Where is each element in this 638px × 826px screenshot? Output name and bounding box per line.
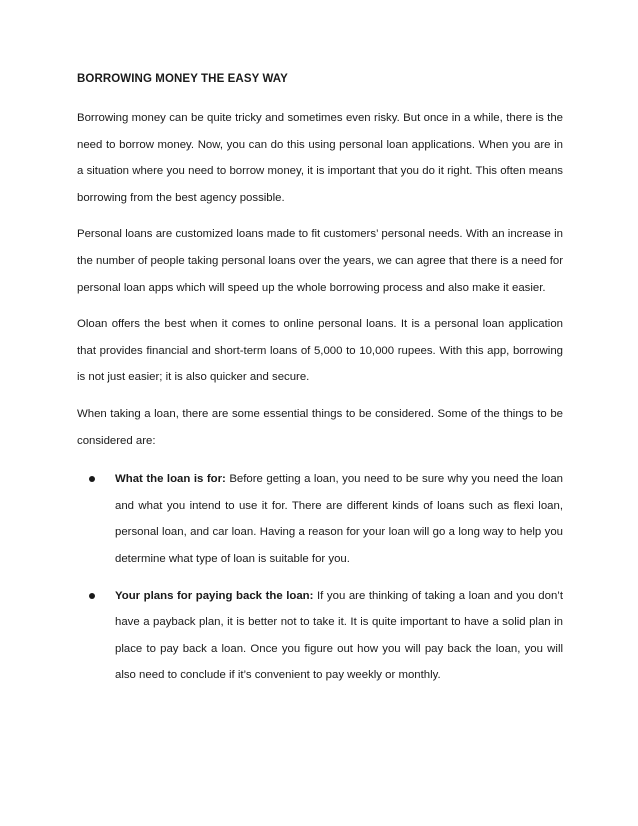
bullet-icon	[89, 476, 95, 482]
document-body	[77, 71, 563, 699]
paragraph-personal-loans: Personal loans are customized loans made to fit customers’ personal needs. With an increase in the number of people taking personal loans over the years, we can agree that there is a need for personal loan apps which will speed up the whole borrowing process and also make it easier.	[77, 228, 563, 294]
paragraph-oloan: Oloan offers the best when it comes to online personal loans. It is a personal loan application that provides financial and short-term loans of 5,000 to 10,000 rupees. With this app, borrowing is not just easier; it is also quicker and secure.	[77, 318, 563, 384]
list-item	[77, 466, 563, 572]
list-item	[77, 583, 563, 689]
bullet-heading: What the loan is for:	[115, 473, 226, 486]
considerations-list	[77, 466, 563, 689]
bullet-text: If you are thinking of taking a loan and you don’t have a payback plan, it is better not to take it. It is quite important to have a solid plan in place to pay back a loan. Once you figure out how you will pay back the loan, you will also need to conclude if it’s convenient to pay weekly or monthly.	[115, 589, 563, 682]
paragraph-intro: Borrowing money can be quite tricky and sometimes even risky. But once in a while, there is the need to borrow money. Now, you can do this using personal loan applications. When you are in a situation where you need to borrow money, it is important that you do it right. This often means borrowing from the best agency possible.	[77, 112, 563, 204]
bullet-heading: Your plans for paying back the loan:	[115, 589, 314, 602]
bullet-icon	[89, 593, 95, 599]
document-title: BORROWING MONEY THE EASY WAY	[77, 73, 288, 85]
paragraph-considerations: When taking a loan, there are some essential things to be considered. Some of the things to be considered are:	[77, 407, 563, 447]
bullet-text: Before getting a loan, you need to be sure why you need the loan and what you intend to use it for. There are different kinds of loans such as flexi loan, personal loan, and car loan. Having a reason for your loan will go a long way to help you determine what type of loan is suitable for you.	[115, 473, 563, 565]
